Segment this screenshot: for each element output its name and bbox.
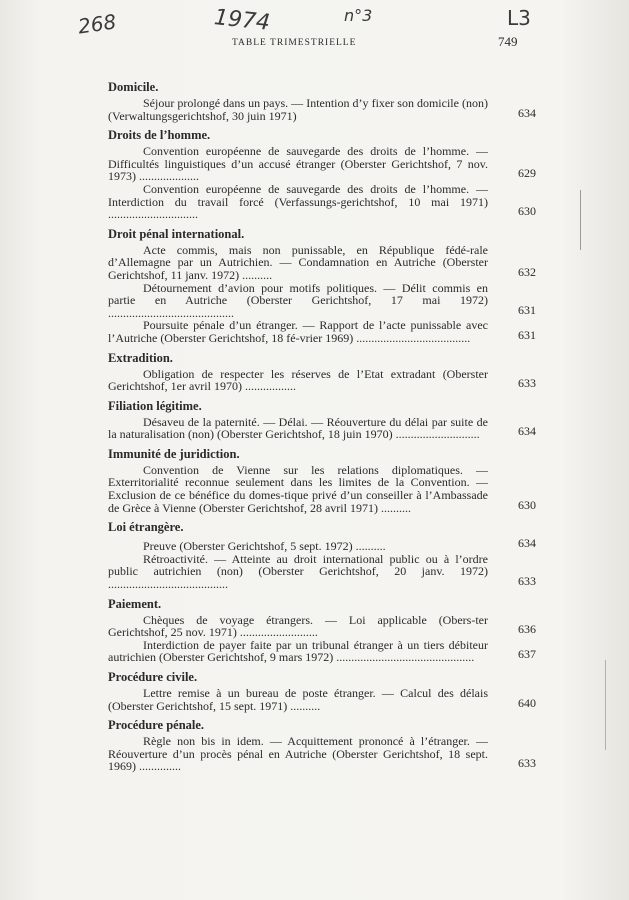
section-immunite: [108, 447, 536, 514]
entry-page-ref: 633: [518, 376, 536, 391]
section-heading: Domicile.: [108, 80, 159, 94]
index-entry: [108, 319, 536, 344]
section-heading: Droits de l’homme.: [108, 128, 211, 143]
section-heading: Procédure pénale.: [108, 718, 205, 733]
handwritten-year: 1974: [212, 5, 272, 36]
entry-text: Convention européenne de sauvegarde des droits de l’homme. — Interdiction du travail forcé (Verfassungs-gerichtshof, 10 mai 1971) ..............................: [108, 181, 488, 222]
entry-page-ref: 630: [518, 204, 536, 219]
entry-page-ref: 632: [518, 264, 536, 279]
entry-page-ref: 637: [518, 647, 536, 662]
section-procedure-penale: [108, 718, 536, 773]
index-entry: [108, 282, 536, 320]
index-content: [108, 80, 536, 779]
index-entry: [108, 687, 536, 712]
section-heading: Extradition.: [108, 350, 173, 365]
entry-page-ref: 633: [518, 574, 536, 589]
entry-page-ref: 634: [518, 424, 536, 439]
section-extradition: [108, 351, 536, 393]
index-entry: [108, 735, 536, 773]
index-entry: [108, 553, 536, 591]
index-entry: [108, 183, 536, 221]
entry-text: Chèques de voyage étrangers. — Loi applicable (Obers-ter Gerichtshof, 25 nov. 1971) ..........................: [108, 612, 488, 640]
index-entry: [108, 97, 536, 122]
index-entry: [108, 368, 536, 393]
section-domicile: [108, 80, 536, 122]
section-heading: Procédure civile.: [108, 670, 198, 684]
entry-page-ref: 634: [518, 536, 536, 551]
index-entry: [108, 416, 536, 441]
entry-text: Convention de Vienne sur les relations diplomatiques. — Exterritorialité reconnue seulement dans les limites de la Convention. — Exclusion de ce bénéfice du domes-tique privé d’un conseiller à l’Ambassade de Grèce à Vienne (Oberster Gerichtshof, 28 avril 1971) ..........: [108, 462, 488, 515]
entry-page-ref: 636: [518, 622, 536, 637]
entry-text: Preuve (Oberster Gerichtshof, 5 sept. 1972) ..........: [143, 539, 386, 554]
entry-text: Rétroactivité. — Atteinte au droit international public ou à l’ordre public autrichien (non) (Oberster Gerichtshof, 20 janv. 1972) ........................................: [108, 551, 488, 592]
section-droits-homme: [108, 128, 536, 221]
entry-text: Désaveu de la paternité. — Délai. — Réouverture du délai par suite de la naturalisation (non) (Oberster Gerichtshof, 18 juin 1970) ............................: [108, 414, 488, 442]
margin-pencil-mark: [580, 190, 581, 250]
entry-text: Convention européenne de sauvegarde des droits de l’homme. — Difficultés linguistiques d’un accusé étranger (Oberster Gerichtshof, 7 nov. 1973) ....................: [108, 144, 488, 184]
section-droit-penal: [108, 227, 536, 345]
section-procedure-civile: [108, 670, 536, 712]
section-heading: Paiement.: [108, 596, 162, 611]
page-number: 749: [498, 34, 518, 49]
handwritten-issue: n°3: [344, 6, 373, 25]
entry-page-ref: 634: [518, 105, 536, 120]
section-heading: Immunité de juridiction.: [108, 446, 240, 461]
handwritten-code: L3: [507, 6, 531, 30]
entry-page-ref: 631: [518, 327, 536, 342]
section-heading: Droit pénal international.: [108, 226, 245, 241]
entry-page-ref: 629: [518, 166, 536, 181]
section-paiement: [108, 597, 536, 664]
entry-text: Obligation de respecter les réserves de l’Etat extradant (Oberster Gerichtshof, 1er avril 1970) .................: [108, 366, 488, 394]
index-entry: [108, 244, 536, 282]
entry-text: Séjour prolongé dans un pays. — Intention d’y fixer son domicile (non) (Verwaltungsgerichtshof, 30 juin 1971): [108, 96, 488, 123]
entry-text: Lettre remise à un bureau de poste étranger. — Calcul des délais (Oberster Gerichtshof, 15 sept. 1971) ..........: [108, 686, 488, 713]
index-entry: [108, 145, 536, 183]
handwritten-number: 268: [76, 9, 118, 39]
margin-pencil-mark: [605, 660, 606, 750]
index-entry: [108, 537, 536, 553]
section-heading: Filiation légitime.: [108, 398, 202, 413]
entry-text: Règle non bis in idem. — Acquittement prononcé à l’étranger. — Réouverture d’un procès pénal en Autriche (Oberster Gerichtshof, 18 sept. 1969) ..............: [108, 734, 488, 774]
entry-page-ref: 631: [518, 302, 536, 317]
index-entry: [108, 614, 536, 639]
entry-page-ref: 630: [518, 497, 536, 512]
entry-page-ref: 640: [518, 695, 536, 710]
section-loi-etrangere: [108, 520, 536, 590]
entry-text: Détournement d’avion pour motifs politiques. — Délit commis en partie en Autriche (Oberster Gerichtshof, 17 mai 1972) ..........................................: [108, 280, 488, 320]
section-heading: Loi étrangère.: [108, 520, 184, 535]
index-entry: [108, 464, 536, 514]
entry-text: Acte commis, mais non punissable, en République fédé-rale d’Allemagne par un Autrichien. — Condamnation en Autriche (Oberster Gerichtshof, 11 janv. 1972) ..........: [108, 242, 488, 282]
entry-page-ref: 633: [518, 756, 536, 771]
entry-text: Poursuite pénale d’un étranger. — Rapport de l’acte punissable avec l’Autriche (Oberster Gerichtshof, 18 fé-vrier 1969) ......................................: [108, 318, 488, 345]
index-entry: [108, 639, 536, 664]
section-filiation: [108, 399, 536, 441]
running-head: TABLE TRIMESTRIELLE: [232, 38, 357, 48]
entry-text: Interdiction de payer faite par un tribunal étranger à un tiers débiteur autrichien (Oberster Gerichtshof, 9 mars 1972) ..............................................: [108, 637, 488, 665]
